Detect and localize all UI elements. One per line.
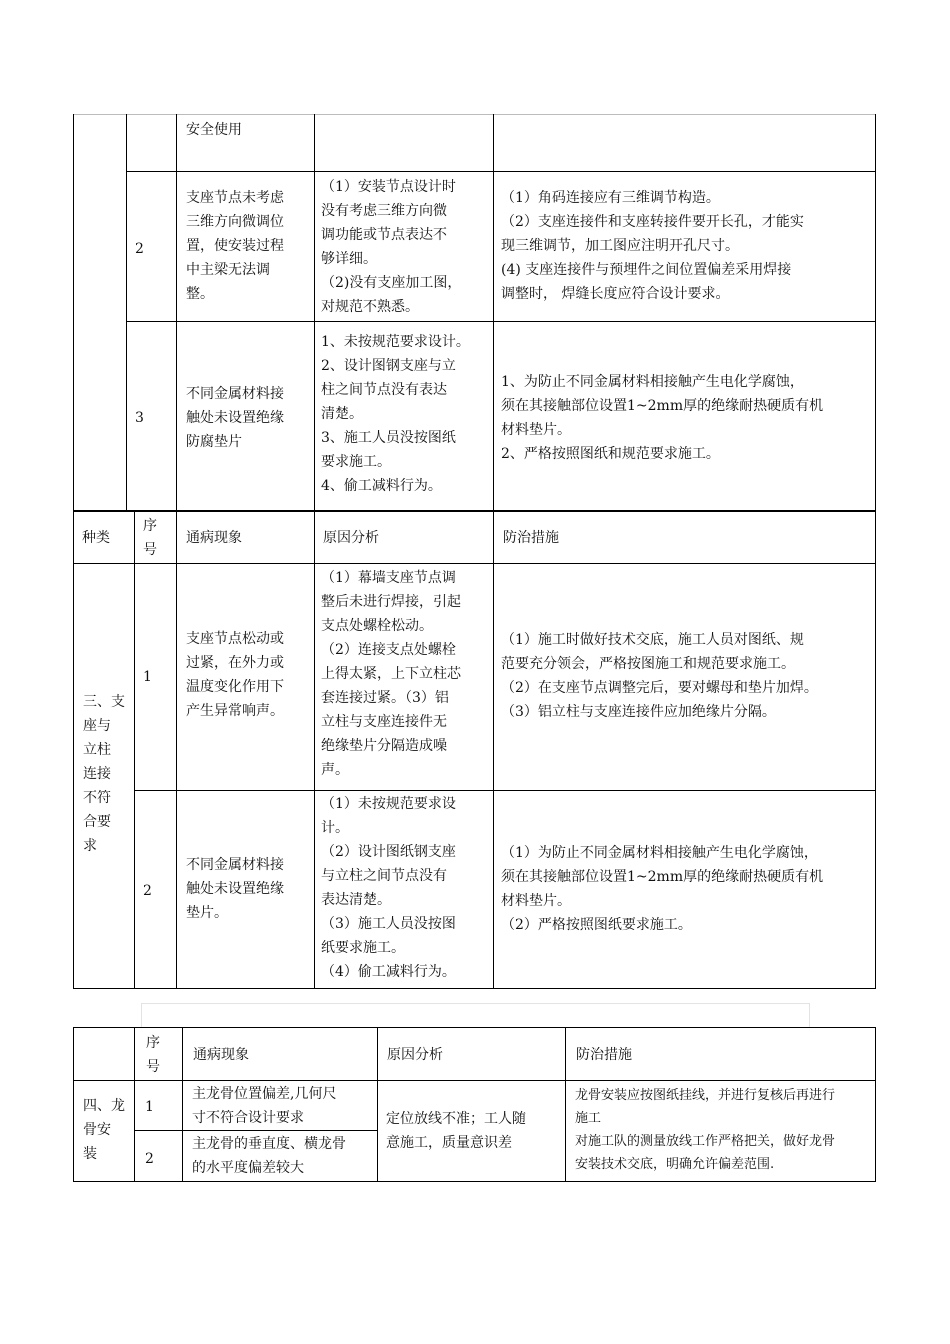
table-cell-cause: （1）未按规范要求设 计。 （2）设计图纸钢支座 与立柱之间节点没有 表达清楚。 （3）施工人员没按图 纸要求施工。 （4）偷工减料行为。 (321, 796, 456, 980)
header-measures: 防治措施 (503, 530, 559, 546)
header-phenomenon: 通病现象 (186, 530, 242, 546)
table-cell-measures: （1）为防止不同金属材料相接触产生电化学腐蚀， 须在其接触部位设置1~2mm厚的绝缘耐热硬质有机 材料垫片。 （2）严格按照图纸要求施工。 (501, 845, 824, 933)
table-cell-phenomenon: 不同金属材料接 触处未设置绝缘 防腐垫片 (186, 386, 284, 450)
header-phenomenon: 通病现象 (193, 1047, 249, 1063)
table-cell-cause: 定位放线不准；工人随 意施工，质量意识差 (386, 1111, 526, 1151)
table-cell-phenomenon: 支座节点松动或 过紧，在外力或 温度变化作用下 产生异常响声。 (186, 631, 284, 719)
table-cell-measures: 1、为防止不同金属材料相接触产生电化学腐蚀， 须在其接触部位设置1~2mm厚的绝缘耐热硬质有机 材料垫片。 2、严格按照图纸和规范要求施工。 (501, 374, 824, 462)
table-cell-no: 3 (135, 410, 144, 426)
table-cell-cause: （1）幕墙支座节点调 整后未进行焊接，引起 支点处螺栓松动。 （2）连接支点处螺栓 上得太紧，上下立柱芯 套连接过紧。（3）铝 立柱与支座连接件无 绝缘垫片分隔造成噪 声。 (321, 570, 461, 778)
table-cell-phenomenon: 安全使用 (186, 122, 242, 138)
table-cell-no: 1 (143, 669, 152, 685)
table-cell-category: 三、支 座与 立柱 连接 不符 合要 求 (83, 694, 125, 854)
spacer-box (141, 1003, 810, 1028)
table-cell-cause: 1、未按规范要求设计。 2、设计图钢支座与立 柱之间节点没有表达 清楚。 3、施工人员没按图纸 要求施工。 4、偷工减料行为。 (321, 334, 470, 494)
header-cause: 原因分析 (323, 530, 379, 546)
header-cause: 原因分析 (387, 1047, 443, 1063)
table-cell-phenomenon: 不同金属材料接 触处未设置绝缘 垫片。 (186, 857, 284, 921)
table-cell-cause: （1）安装节点设计时 没有考虑三维方向微 调功能或节点表达不 够详细。 （2)没有支座加工图， 对规范不熟悉。 (321, 179, 462, 315)
header-no: 序 号 (146, 1035, 160, 1075)
table-cell-no: 2 (135, 241, 144, 257)
header-category: 种类 (82, 530, 110, 546)
table-cell-measures: （1）角码连接应有三维调节构造。 （2）支座连接件和支座转接件要开长孔，才能实 现三维调节，加工图应注明开孔尺寸。 (4) 支座连接件与预埋件之间位置偏差采用焊接 调整时， 焊缝长度应符合设计要求。 (501, 190, 804, 302)
table-cell-phenomenon: 主龙骨的垂直度、横龙骨 的水平度偏差较大 (192, 1136, 346, 1176)
table-cell-phenomenon: 主龙骨位置偏差,几何尺 寸不符合设计要求 (192, 1086, 337, 1126)
table-cell-no: 2 (143, 883, 152, 899)
table-cell-measures: （1）施工时做好技术交底，施工人员对图纸、规 范要充分领会，严格按图施工和规范要求施工。 （2）在支座节点调整完后，要对螺母和垫片加焊。 （3）铝立柱与支座连接件应加绝缘片分隔。 (501, 632, 818, 720)
table-cell-no: 1 (145, 1099, 154, 1115)
table-cell-no: 2 (145, 1151, 154, 1167)
header-measures: 防治措施 (576, 1047, 632, 1063)
table-cell-phenomenon: 支座节点未考虑 三维方向微调位 置，使安装过程 中主梁无法调 整。 (186, 190, 284, 302)
table-cell-category: 四、龙 骨安 装 (83, 1098, 125, 1162)
table-cell-measures: 龙骨安装应按图纸挂线，并进行复核后再进行 施工 对施工队的测量放线工作严格把关，做好龙骨 安装技术交底，明确允许偏差范围. (575, 1088, 836, 1172)
header-no: 序 号 (143, 518, 157, 558)
